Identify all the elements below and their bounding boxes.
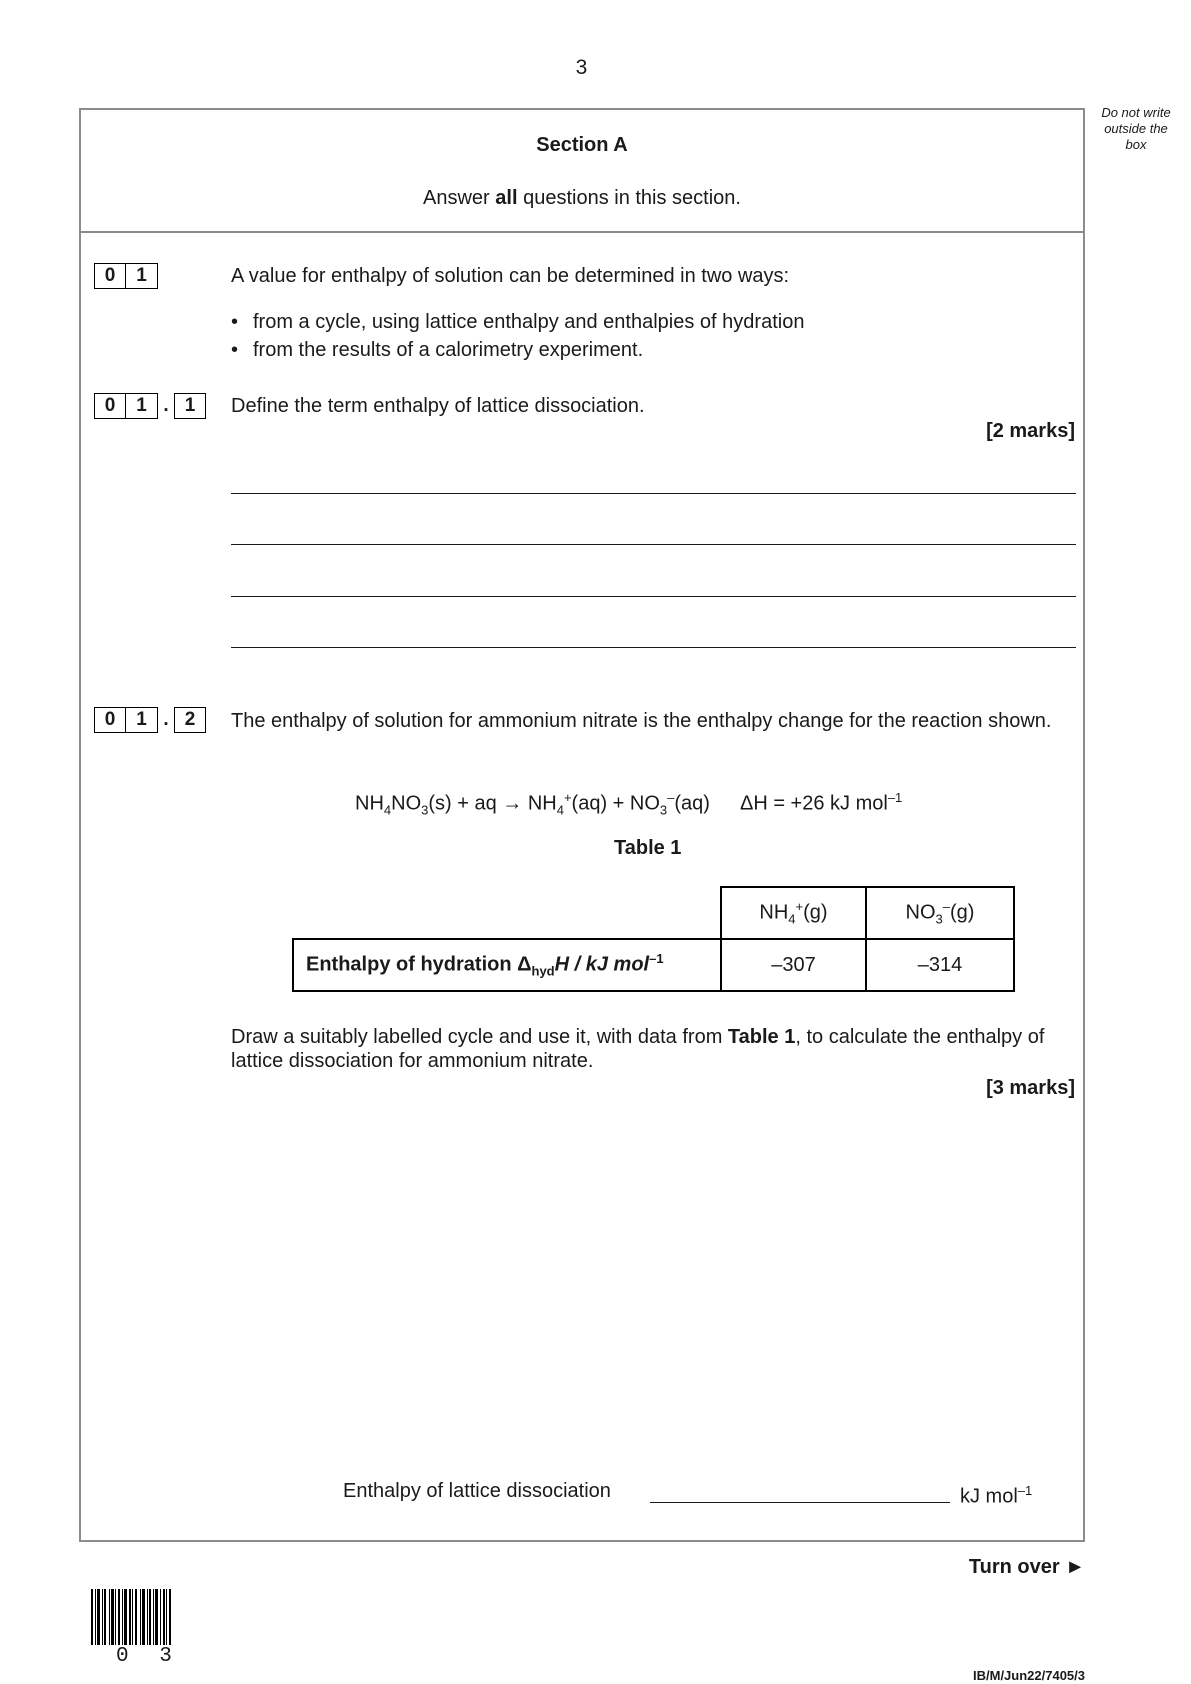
table-cell: –307 <box>721 939 866 991</box>
answer-line[interactable] <box>231 493 1076 494</box>
answer-unit: kJ mol$^{-1}$ <box>960 1483 1033 1508</box>
table-title: Table 1 <box>614 837 682 859</box>
question-number-01: 0 1 <box>94 263 158 289</box>
q01-2-text: The enthalpy of solution for ammonium nitrate is the enthalpy change for the reaction shown. <box>231 710 1052 732</box>
page-number: 3 <box>575 56 588 79</box>
section-title: Section A <box>536 134 628 156</box>
answer-line[interactable] <box>231 544 1076 545</box>
section-divider <box>79 231 1085 233</box>
turn-over-label: Turn over ► <box>968 1556 1085 1578</box>
table-cell: –314 <box>866 939 1014 991</box>
barcode-digits: 0 3 <box>116 1645 181 1668</box>
barcode-image <box>91 1589 199 1645</box>
q01-1-text: Define the term enthalpy of lattice dissociation. <box>231 395 645 417</box>
table-header-nh4: $NH_4^+(g)$ <box>721 887 866 939</box>
q01-1-marks: [2 marks] <box>986 420 1075 442</box>
list-item: • from the results of a calorimetry experiment. <box>231 339 644 361</box>
question-number-01-1: 0 1 . 1 <box>94 393 206 419</box>
table-header-no3: $NO_3^-(g)$ <box>866 887 1014 939</box>
q01-2-task: Draw a suitably labelled cycle and use it, with data from Table 1, to calculate the enthalpy of lattice dissociation for ammonium nitrate. <box>231 1026 1045 1072</box>
margin-note: Do not write outside the box <box>1101 105 1171 152</box>
section-instruction: Answer all questions in this section. <box>423 187 741 209</box>
q01-intro: A value for enthalpy of solution can be determined in two ways: <box>231 265 790 287</box>
final-answer-line[interactable] <box>650 1502 950 1503</box>
answer-line[interactable] <box>231 647 1076 648</box>
answer-line[interactable] <box>231 596 1076 597</box>
reaction-equation: $NH_4NO_3(s)$ + aq → $NH_4^+(aq) + NO_3^-(aq) \Delta H = +26$ kJ mol$^{-1}$ <box>355 790 903 818</box>
hydration-table <box>292 886 1015 992</box>
question-number-01-2: 0 1 . 2 <box>94 707 206 733</box>
footer-code: IB/M/Jun22/7405/3 <box>973 1668 1085 1683</box>
table-row-label: Enthalpy of hydration $\Delta_{hyd}H$ / kJ mol$^{-1}$ <box>293 939 721 991</box>
q01-bullet-list <box>231 310 804 366</box>
answer-label: Enthalpy of lattice dissociation <box>343 1480 611 1502</box>
q01-2-marks: [3 marks] <box>986 1077 1075 1099</box>
list-item: • from a cycle, using lattice enthalpy and enthalpies of hydration <box>231 311 805 333</box>
